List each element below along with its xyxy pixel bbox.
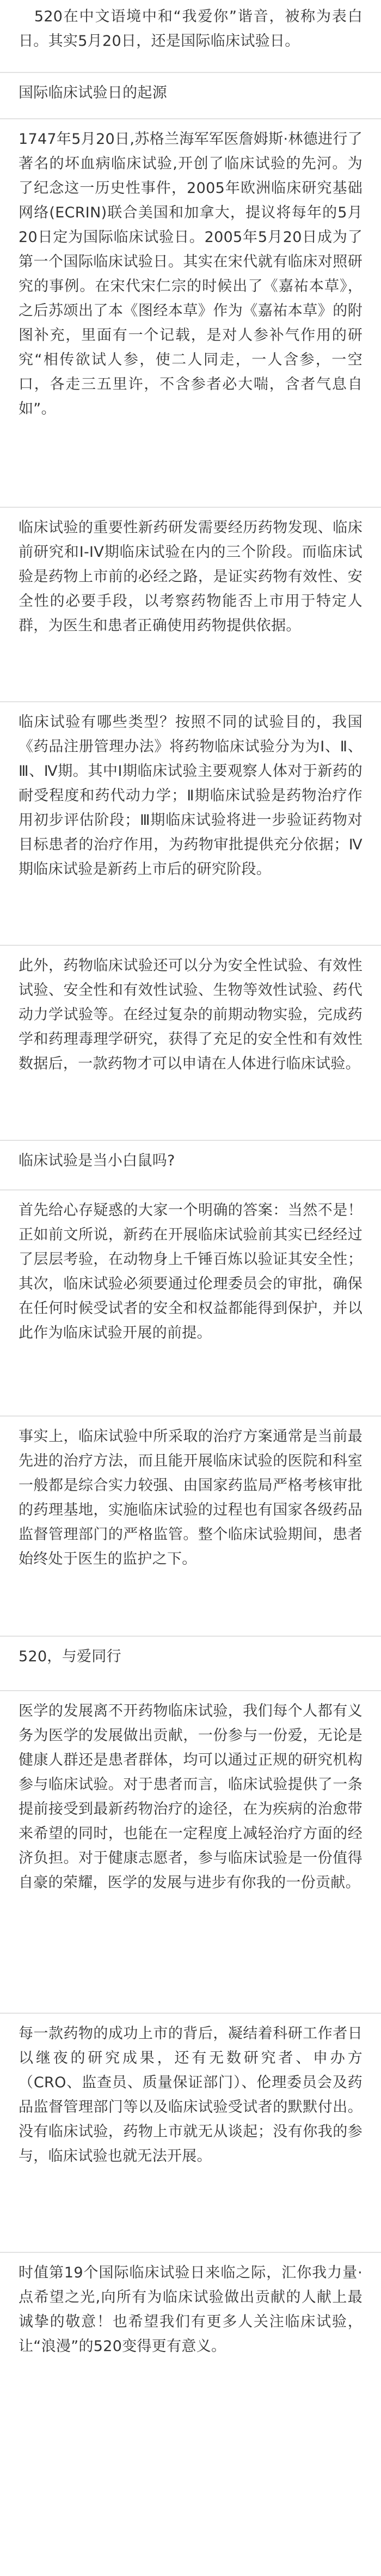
types-extra-paragraph: 此外，药物临床试验还可以分为安全性试验、有效性试验、安全性和有效性试验、生物等效性试验、药代动力学试验等。在经过复杂的前期动物实验，完成药学和药理毒理学研究，获得了充足的安全性和有效性数据后，一款药物才可以申请在人体进行临床试验。 <box>19 957 362 1072</box>
section-divider <box>0 1189 381 1190</box>
section-heading-origin: 国际临床试验日的起源 <box>19 84 167 101</box>
closing-paragraph: 时值第19个国际临床试验日来临之际，汇你我力量·点希望之光,向所有为临床试验做出贡献的人献上最诚挚的敬意！也希望我们有更多人关注临床试验，让“浪漫”的520变得更有意义。 <box>19 2264 362 2355</box>
origin-paragraph: 1747年5月20日,苏格兰海军军医詹姆斯·林德进行了著名的坏血病临床试验,开创了临床试验的先河。为了纪念这一历史性事件，2005年欧洲临床研究基础网络(ECRIN)联合美国和加拿大，提议将每年的5月20日定为国际临床试验日。2005年5月20日成为了第一个国际临床试验日。其实在宋代就有临床对照研究的事例。在宋代宋仁宗的时候出了《嘉祐本草》，之后苏颂出了本《图经本草》作为《嘉祐本草》的附图补充，里面有一个记载，是对人参补气作用的研究“相传欲试人参，使二人同走，一人含参，一空口，各走三五里许，不含参者必大喘，含者气息自如”。 <box>19 131 362 417</box>
section-divider <box>0 2252 381 2253</box>
section-divider <box>0 507 381 508</box>
section-divider <box>0 1140 381 1141</box>
answer-paragraph: 首先给心存疑惑的大家一个明确的答案：当然不是！正如前文所说，新药在开展临床试验前其实已经经过了层层考验，在动物身上千锤百炼以验证其安全性；其次，临床试验必须要通过伦理委员会的审批，确保在任何时候受试者的安全和权益都能得到保护，并以此作为临床试验开展的前提。 <box>19 1202 362 1341</box>
section-divider <box>0 1636 381 1637</box>
intro-paragraph: 520在中文语境中和“我爱你”谐音，被称为表白日。其实5月20日，还是国际临床试验日。 <box>19 8 362 50</box>
section-divider <box>0 2013 381 2014</box>
section-divider <box>0 701 381 702</box>
section-heading-guinea-pig: 临床试验是当小白鼠吗? <box>19 1152 175 1169</box>
section-divider <box>0 1415 381 1417</box>
gratitude-paragraph: 每一款药物的成功上市的背后，凝结着科研工作者日以继夜的研究成果，还有无数研究者、申办方（CRO、监查员、质量保证部门）、伦理委员会及药品监督管理部门等以及临床试验受试者的默默付出。没有临床试验，药物上市就无从谈起；没有你我的参与，临床试验也就无法开展。 <box>19 2025 362 2165</box>
facts-paragraph: 事实上，临床试验中所采取的治疗方案通常是当前最先进的治疗方法，而且能开展临床试验的医院和科室一般都是综合实力较强、由国家药监局严格考核审批的药理基地，实施临床试验的过程也有国家各级药品监督管理部门的严格监管。整个临床试验期间，患者始终处于医生的监护之下。 <box>19 1428 362 1568</box>
section-heading-520: 520，与爱同行 <box>19 1648 121 1665</box>
contribution-paragraph: 医学的发展离不开药物临床试验，我们每个人都有义务为医学的发展做出贡献，一份参与一份爱，无论是健康人群还是患者群体，均可以通过正规的研究机构参与临床试验。对于患者而言，临床试验提供了一条提前接受到最新药物治疗的途径，在为疾病的治愈带来希望的同时，也能在一定程度上减轻治疗方面的经济负担。对于健康志愿者，参与临床试验是一份值得自豪的荣耀，医学的发展与进步有你我的一份贡献。 <box>19 1703 362 1891</box>
section-divider <box>0 118 381 119</box>
section-divider <box>0 72 381 73</box>
importance-paragraph: 临床试验的重要性新药研发需要经历药物发现、临床前研究和I-IV期临床试验在内的三个阶段。而临床试验是药物上市前的必经之路，是证实药物有效性、安全性的必要手段，以考察药物能否上市用于特定人群，为医生和患者正确使用药物提供依据。 <box>19 519 362 634</box>
section-divider <box>0 1690 381 1691</box>
section-divider <box>0 945 381 946</box>
types-paragraph: 临床试验有哪些类型？按照不同的试验目的，我国《药品注册管理办法》将药物临床试验分为为Ⅰ、Ⅱ、Ⅲ、Ⅳ期。其中Ⅰ期临床试验主要观察人体对于新药的耐受程度和药代动力学；Ⅱ期临床试验是药物治疗作用初步评估阶段；Ⅲ期临床试验将进一步验证药物对目标患者的治疗作用，为药物审批提供充分依据；Ⅳ期临床试验是新药上市后的研究阶段。 <box>19 714 362 878</box>
